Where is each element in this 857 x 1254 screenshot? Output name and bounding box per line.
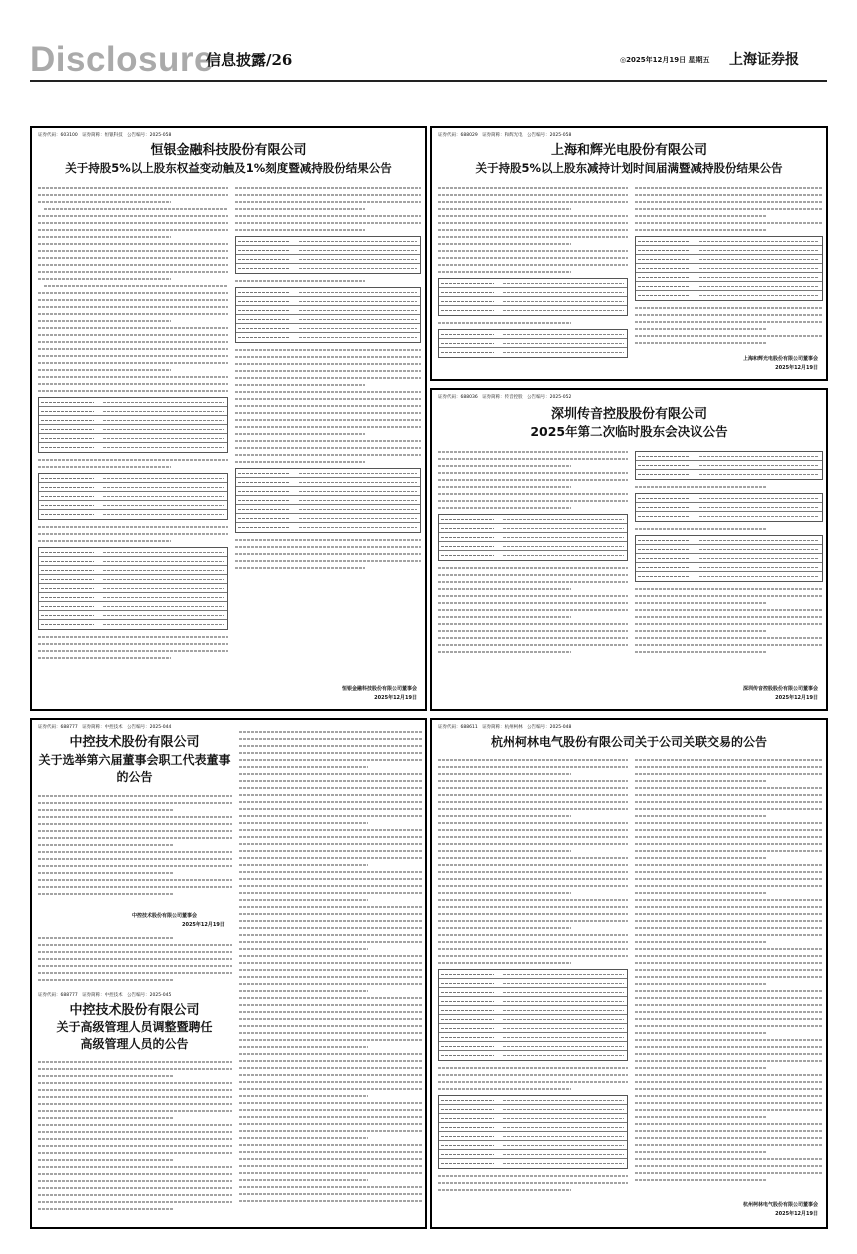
announcement-company: 深圳传音控股股份有限公司	[550, 407, 707, 422]
masthead	[0, 0, 857, 108]
announcement-title-2-line2: 高级管理人员的公告	[80, 1037, 189, 1051]
signature-date: 2025年12月19日	[775, 365, 818, 371]
reduction-table	[38, 547, 228, 630]
attachment-body	[38, 934, 232, 994]
announcement-body-right	[235, 184, 421, 684]
vote-table-2	[635, 493, 823, 522]
signature: 中控技术股份有限公司董事会	[132, 913, 198, 919]
signature: 深圳传音控股股份有限公司董事会	[742, 686, 818, 692]
announcement-title: 关于持股5%以上股东减持计划时间届满暨减持股份结果公告	[475, 161, 783, 175]
result-table	[635, 236, 823, 301]
reduction-table	[438, 329, 628, 358]
announcement-company: 恒银金融科技股份有限公司	[150, 143, 307, 158]
announcement-body-right	[635, 756, 823, 1196]
holding-table	[38, 473, 228, 520]
signature-date: 2025年12月19日	[182, 922, 225, 928]
announcement-company-2: 中控技术股份有限公司	[69, 1003, 200, 1018]
holder-table	[438, 278, 628, 316]
announcement-codes: 证券代码：688777 证券简称：中控技术 公告编号：2025-044	[38, 725, 172, 730]
signature: 上海和辉光电股份有限公司董事会	[742, 356, 818, 362]
announcement-title: 关于选举第六届董事会职工代表董事	[38, 753, 231, 767]
vote-table	[635, 451, 823, 480]
signature: 恒银金融科技股份有限公司董事会	[341, 686, 417, 692]
signature-date: 2025年12月19日	[775, 695, 818, 701]
announcement-transsion	[430, 388, 828, 711]
signature-date: 2025年12月19日	[374, 695, 417, 701]
announcement-body-left	[38, 184, 228, 704]
before-after-table	[235, 468, 421, 533]
signature-date: 2025年12月19日	[775, 1211, 818, 1217]
announcement-body-right	[635, 448, 823, 678]
issue-date: ◎2025年12月19日 星期五	[620, 56, 710, 64]
announcement-company: 上海和辉光电股份有限公司	[550, 143, 707, 158]
announcement-kelin	[430, 718, 828, 1229]
announcement-codes: 证券代码：688036 证券简称：传音控股 公告编号：2025-052	[438, 395, 572, 400]
attendance-table	[438, 514, 628, 561]
holder-table	[38, 397, 228, 453]
announcement-body-right	[635, 184, 823, 364]
announcement-title: 杭州柯林电气股份有限公司关于公司关联交易的公告	[490, 735, 767, 749]
related-party-table	[438, 969, 628, 1061]
small-holder-vote-table	[635, 535, 823, 582]
newspaper-logo: 上海证券报	[729, 52, 799, 68]
masthead-rule	[30, 80, 827, 82]
announcement-title: 2025年第二次临时股东会决议公告	[530, 424, 728, 439]
related-party-table-2	[438, 1095, 628, 1169]
announcement-body-left	[38, 792, 232, 912]
announcement-title-line2: 的公告	[116, 770, 153, 784]
detail-table	[235, 287, 421, 343]
disclosure-wordmark: Disclosure	[30, 40, 214, 79]
announcement-hengyin	[30, 126, 427, 711]
signature: 杭州柯林电气股份有限公司董事会	[742, 1202, 818, 1208]
announcement-codes: 证券代码：688611 证券简称：杭州柯林 公告编号：2025-048	[438, 725, 572, 730]
announcement-title-2: 关于高级管理人员调整暨聘任	[56, 1020, 213, 1034]
announcement-codes-2: 证券代码：688777 证券简称：中控技术 公告编号：2025-045	[38, 993, 172, 998]
announcement-codes: 证券代码：688029 证券简称：和辉光电 公告编号：2025-058	[438, 133, 572, 138]
announcement-body-left	[438, 448, 628, 704]
section-title: 信息披露/26	[206, 51, 293, 69]
announcement-title: 关于持股5%以上股东权益变动触及1%刻度暨减持股份结果公告	[65, 161, 392, 175]
announcement-body-right	[239, 728, 423, 1224]
announcement-company: 中控技术股份有限公司	[69, 735, 200, 750]
announcement-body-left	[438, 184, 628, 374]
announcement-supcon	[30, 718, 427, 1229]
rights-change-table	[235, 236, 421, 274]
announcement-body-left-2	[38, 1058, 232, 1223]
announcement-hehui	[430, 126, 828, 381]
announcement-body-left	[438, 756, 628, 1224]
announcement-codes: 证券代码：603100 证券简称：恒银科技 公告编号：2025-058	[38, 133, 172, 138]
